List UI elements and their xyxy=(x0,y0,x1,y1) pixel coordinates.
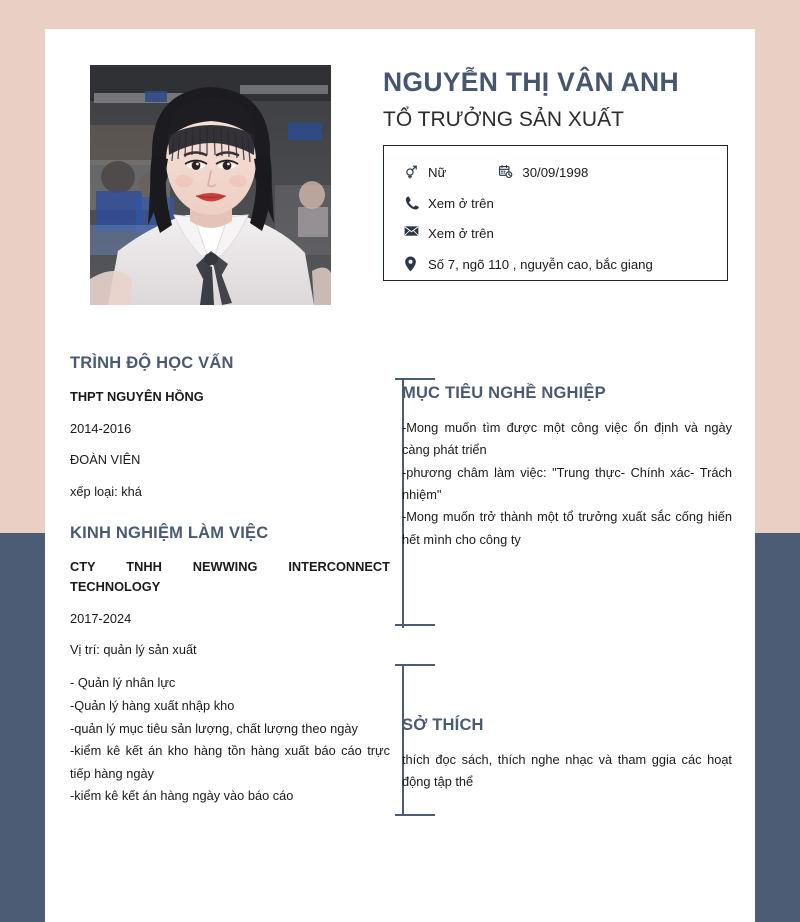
gender-icon xyxy=(404,164,428,179)
phone-value: Xem ở trên xyxy=(428,195,494,211)
contact-info-box xyxy=(383,145,728,281)
list-item: - Quản lý nhân lực xyxy=(70,675,176,691)
envelope-icon xyxy=(404,225,428,237)
phone-icon xyxy=(404,195,428,210)
objective-item: -Mong muốn trở thành một tổ trưởng xuất sắc cống hiến hết mình cho công ty xyxy=(402,509,732,547)
education-membership: ĐOÀN VIÊN xyxy=(70,452,141,468)
experience-company: CTY TNHH NEWWING INTERCONNECT TECHNOLOGY xyxy=(70,558,390,594)
list-item: -kiểm kê kết án kho hàng tồn hàng xuất báo cáo trực tiếp hàng ngày xyxy=(70,743,390,781)
objective-section xyxy=(402,384,732,551)
hobbies-section xyxy=(402,716,732,794)
contact-row-email xyxy=(404,225,727,242)
education-school: THPT NGUYÊN HỒNG xyxy=(70,388,204,404)
list-item: -quản lý mục tiêu sản lượng, chất lượng theo ngày xyxy=(70,720,358,736)
right-dark-band xyxy=(755,533,800,922)
cv-sheet xyxy=(45,29,755,922)
left-column xyxy=(70,354,390,808)
experience-duties xyxy=(70,672,390,808)
contact-row-address xyxy=(404,256,727,273)
gender-value: Nữ xyxy=(428,165,447,180)
education-grade: xếp loại: khá xyxy=(70,484,142,500)
timeline-tick-objective-end xyxy=(395,624,435,626)
contact-row-gender-birthday xyxy=(404,164,727,181)
experience-section xyxy=(70,524,390,808)
contact-birthday xyxy=(498,164,588,181)
list-item: -Quản lý hàng xuất nhập kho xyxy=(70,697,235,713)
location-pin-icon xyxy=(404,256,428,272)
cv-header xyxy=(45,29,755,319)
job-title: TỔ TRƯỞNG SẢN XUẤT xyxy=(383,108,624,131)
hobbies-heading: SỞ THÍCH xyxy=(402,716,484,734)
education-section xyxy=(70,354,390,502)
avatar xyxy=(90,65,331,305)
timeline-tick-top xyxy=(395,378,435,380)
list-item: -kiểm kê kết án hàng ngày vào báo cáo xyxy=(70,788,294,804)
address-value: Số 7, ngõ 110 , nguyễn cao, bắc giang xyxy=(428,256,653,272)
right-column xyxy=(402,384,732,790)
objective-item: -phương châm làm việc: "Trung thực- Chính xác- Trách nhiệm" xyxy=(402,464,732,502)
hobbies-text: thích đọc sách, thích nghe nhạc và tham ggia các hoạt động tập thể xyxy=(402,751,732,790)
objective-heading: MỤC TIÊU NGHỀ NGHIỆP xyxy=(402,384,606,402)
contact-gender xyxy=(404,164,446,181)
timeline-tick-bottom xyxy=(395,814,435,816)
education-years: 2014-2016 xyxy=(70,420,132,436)
calendar-clock-icon xyxy=(498,164,522,179)
email-value: Xem ở trên xyxy=(428,226,494,241)
education-heading: TRÌNH ĐỘ HỌC VẤN xyxy=(70,354,234,372)
contact-row-phone xyxy=(404,195,727,212)
experience-years: 2017-2024 xyxy=(70,610,132,626)
birthday-value: 30/09/1998 xyxy=(522,165,589,180)
experience-position: Vị trí: quản lý sản xuất xyxy=(70,642,197,658)
experience-heading: KINH NGHIỆM LÀM VIỆC xyxy=(70,524,269,543)
left-dark-band xyxy=(0,533,45,922)
page-title: NGUYỄN THỊ VÂN ANH xyxy=(383,67,679,97)
timeline-tick-hobby-start xyxy=(395,664,435,666)
objective-item: -Mong muốn tìm được một công việc ổn định và ngày càng phát triển xyxy=(402,419,732,458)
section-spacer xyxy=(70,514,390,524)
